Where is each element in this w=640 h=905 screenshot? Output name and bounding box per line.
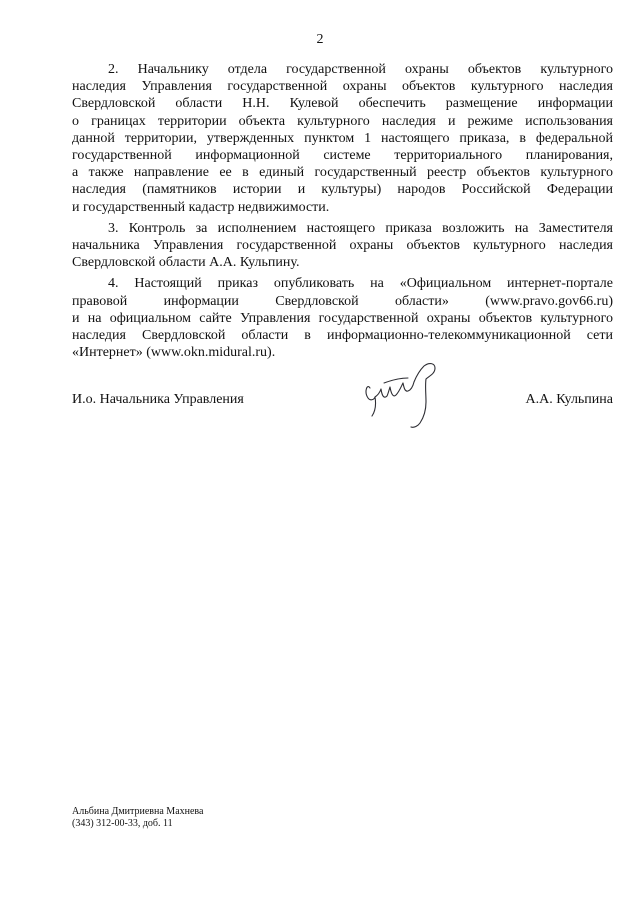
text-line: правовой информации Свердловской области» (www.pravo.gov66.ru) [72, 293, 613, 309]
text-line: и на официальном сайте Управления государственной охраны объектов культурного [72, 310, 613, 326]
text-line: Свердловской области А.А. Кульпину. [72, 255, 300, 271]
text-line: о границах территории объекта культурного наследия и режиме использования [72, 113, 613, 129]
text-line: «Интернет» (www.okn.midural.ru). [72, 345, 276, 361]
text-line: начальника Управления государственной охраны объектов культурного наследия [72, 238, 613, 254]
executor-name: Альбина Дмитриевна Махнева [72, 806, 204, 817]
executor-phone: (343) 312-00-33, доб. 11 [72, 818, 173, 829]
text-line: и государственный кадастр недвижимости. [72, 199, 330, 215]
paragraph-3 [72, 220, 613, 272]
text-line: а также направление ее в единый государственный реестр объектов культурного [72, 165, 613, 181]
text-line: государственной информационной системе территориального планирования, [72, 148, 613, 164]
handwritten-signature [356, 356, 456, 436]
signature-block [72, 391, 613, 411]
text-line: Свердловской области Н.Н. Кулевой обеспечить размещение информации [72, 96, 613, 112]
paragraph-4 [72, 275, 613, 361]
text-line: наследия Управления государственной охраны объектов культурного наследия [72, 79, 613, 95]
page-number: 2 [316, 32, 324, 47]
text-line: 3. Контроль за исполнением настоящего приказа возложить на Заместителя [108, 220, 613, 236]
document-body [72, 61, 613, 365]
executor-footer [72, 806, 203, 830]
text-line: 4. Настоящий приказ опубликовать на «Официальном интернет-портале [108, 276, 613, 292]
signer-name: А.А. Кульпина [525, 392, 613, 407]
text-line: 2. Начальнику отдела государственной охраны объектов культурного [108, 62, 613, 77]
text-line: данной территории, утвержденных пунктом 1 настоящего приказа, в федеральной [72, 130, 613, 146]
text-line: наследия Свердловской области в информационно-телекоммуникационной сети [72, 328, 613, 344]
text-line: наследия (памятников истории и культуры) народов Российской Федерации [72, 182, 613, 198]
paragraph-2 [72, 61, 613, 216]
signer-position: И.о. Начальника Управления [72, 392, 244, 407]
